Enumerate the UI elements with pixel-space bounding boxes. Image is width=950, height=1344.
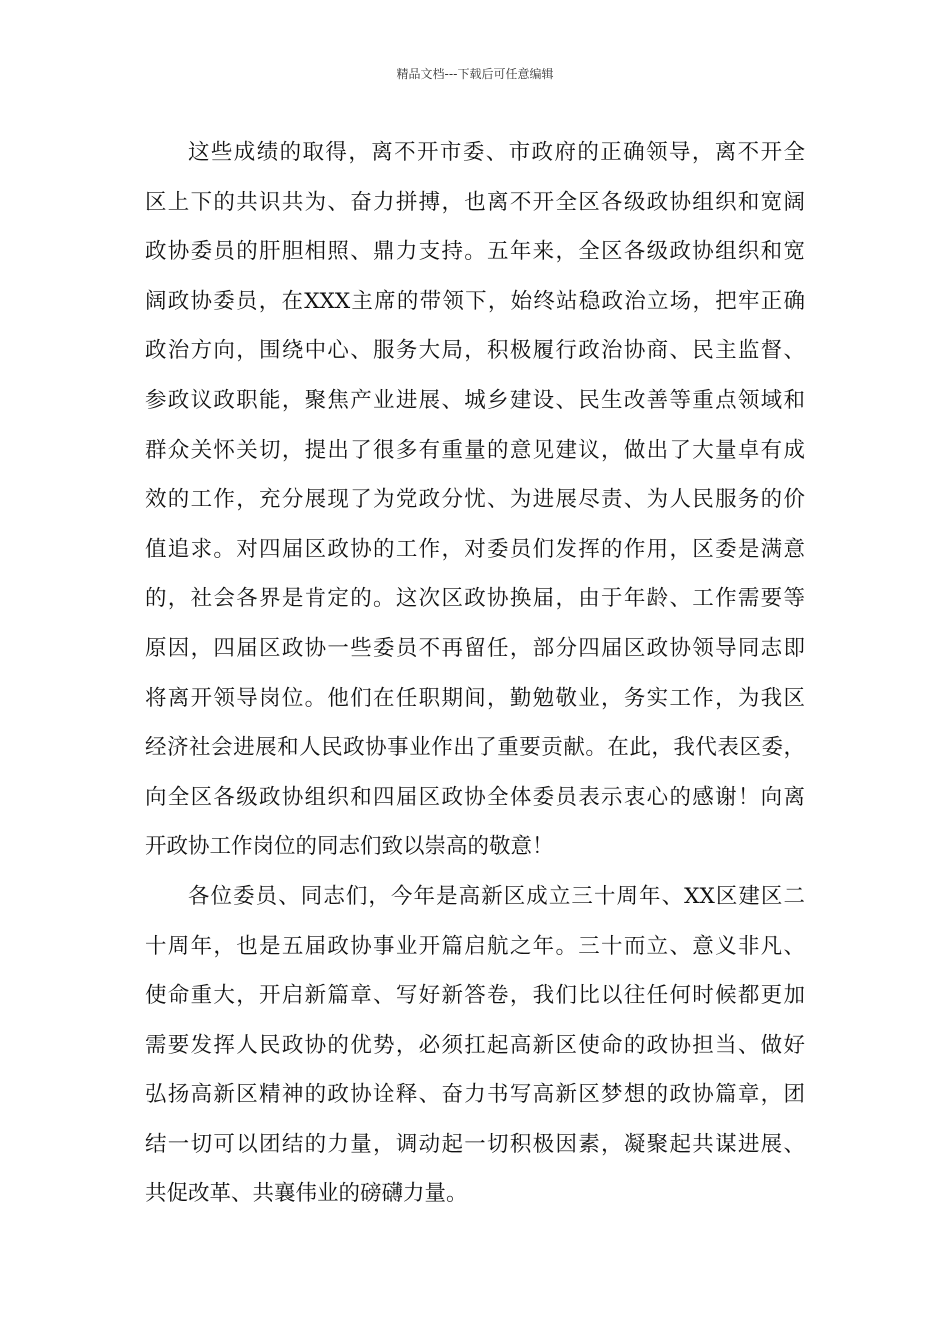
text-line: 向全区各级政协组织和四届区政协全体委员表示衷心的感谢！向离 (145, 784, 805, 810)
text-line: 十周年，也是五届政协事业开篇启航之年。三十而立、意义非凡、 (145, 933, 805, 959)
document-body (145, 128, 805, 1219)
text-line: 弘扬高新区精神的政协诠释、奋力书写高新区梦想的政协篇章，团 (145, 1082, 805, 1108)
text-line: 政协委员的肝胆相照、鼎力支持。五年来，全区各级政协组织和宽 (145, 239, 805, 265)
text-line: 结一切可以团结的力量，调动起一切积极因素，凝聚起共谋进展、 (145, 1131, 805, 1157)
text-line: 效的工作，充分展现了为党政分忧、为进展尽责、为人民服务的价 (145, 487, 805, 513)
text-line: 使命重大，开启新篇章、写好新答卷，我们比以往任何时候都更加 (145, 983, 805, 1009)
text-line: 群众关怀关切，提出了很多有重量的意见建议，做出了大量卓有成 (145, 437, 805, 463)
paragraph-2 (145, 872, 805, 1219)
text-line: 各位委员、同志们，今年是高新区成立三十周年、XX区建区二 (188, 883, 805, 909)
text-line: 值追求。对四届区政协的工作，对委员们发挥的作用，区委是满意 (145, 536, 805, 562)
text-line: 政治方向，围绕中心、服务大局，积极履行政治协商、民主监督、 (145, 338, 805, 364)
text-line: 共促改革、共襄伟业的磅礴力量。 (145, 1181, 468, 1207)
text-line: 这些成绩的取得，离不开市委、市政府的正确领导，离不开全 (188, 140, 805, 165)
text-line: 阔政协委员，在XXX主席的带领下，始终站稳政治立场，把牢正确 (145, 288, 805, 314)
text-line: 开政协工作岗位的同志们致以崇高的敬意！ (145, 834, 554, 860)
text-line: 的，社会各界是肯定的。这次区政协换届，由于年龄、工作需要等 (145, 586, 805, 612)
text-line: 参政议政职能，聚焦产业进展、城乡建设、民生改善等重点领域和 (145, 387, 805, 413)
text-line: 需要发挥人民政协的优势，必须扛起高新区使命的政协担当、做好 (145, 1032, 805, 1058)
text-line: 原因，四届区政协一些委员不再留任，部分四届区政协领导同志即 (145, 635, 805, 661)
text-line: 将离开领导岗位。他们在任职期间，勤勉敬业，务实工作，为我区 (145, 685, 805, 711)
page-header: 精品文档---下载后可任意编辑 (396, 67, 554, 81)
paragraph-1 (145, 128, 805, 872)
text-line: 区上下的共识共为、奋力拼搏，也离不开全区各级政协组织和宽阔 (145, 189, 805, 215)
text-line: 经济社会进展和人民政协事业作出了重要贡献。在此，我代表区委， (145, 735, 805, 761)
